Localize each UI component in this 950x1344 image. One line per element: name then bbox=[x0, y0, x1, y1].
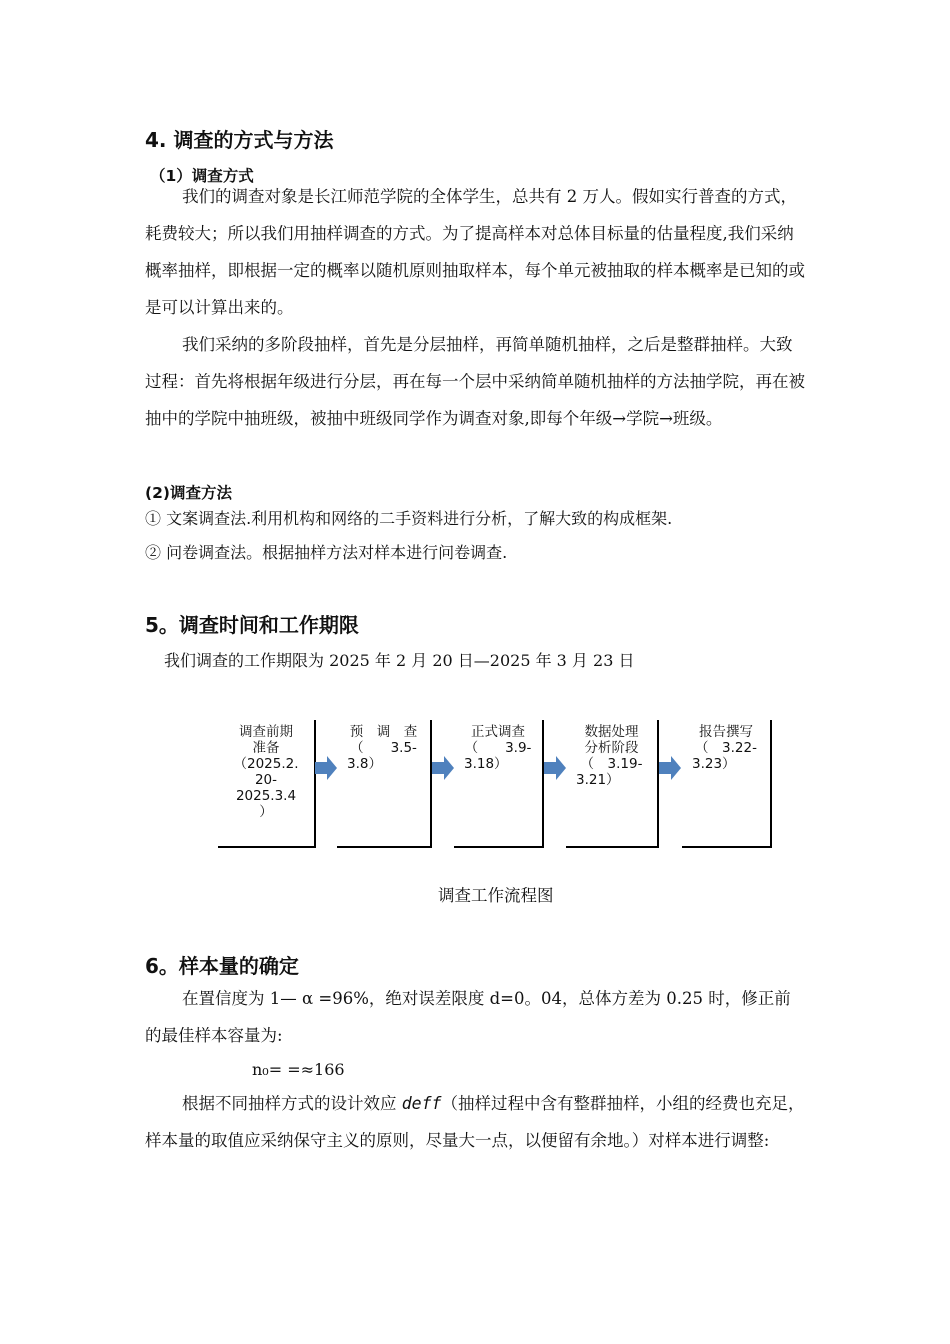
section-5-title: 5。调查时间和工作期限 bbox=[145, 613, 359, 637]
flow-step-text: （ 3.5- bbox=[350, 740, 417, 756]
method-item-1: ① 文案调查法.利用机构和网络的二手资料进行分析，了解大致的构成框架. bbox=[145, 509, 673, 528]
flow-step-formal-survey bbox=[454, 720, 544, 848]
flow-step-text: 预 调 查 bbox=[349, 724, 418, 740]
flow-step-text: 3.23） bbox=[692, 756, 736, 772]
flow-step-text: 数据处理 bbox=[584, 724, 639, 740]
flow-step-text: 正式调查 bbox=[471, 724, 525, 740]
flow-step-text: 3.21） bbox=[576, 772, 620, 788]
flow-arrow-icon bbox=[432, 756, 454, 780]
paragraph-sample-size: 在置信度为 1— α =96%，绝对误差限度 d=0。04，总体方差为 0.25 时，修正前的最佳样本容量为: bbox=[145, 989, 791, 1045]
flow-arrow-icon bbox=[659, 756, 681, 780]
flow-step-text: （ 3.19- bbox=[580, 756, 643, 772]
flow-step-data-analysis bbox=[566, 720, 659, 848]
section-4-title: 4. 调查的方式与方法 bbox=[145, 128, 334, 152]
subsection-survey-method: (2)调查方法 bbox=[145, 484, 232, 502]
flow-step-text: （ 3.22- bbox=[695, 740, 757, 756]
paragraph-design-effect bbox=[145, 1085, 805, 1159]
subsection-survey-mode: （1）调查方式 bbox=[150, 167, 254, 185]
sample-size-formula: n₀= =≈166 bbox=[252, 1060, 345, 1079]
work-period-text: 我们调查的工作期限为 2025 年 2 月 20 日—2025 年 3 月 23 日 bbox=[164, 651, 635, 670]
flow-step-pre-survey bbox=[337, 720, 432, 848]
flow-step-text: 3.8） bbox=[347, 756, 382, 772]
flow-step-text: 准备 bbox=[252, 740, 280, 756]
flow-step-preparation bbox=[218, 720, 316, 848]
flow-step-text: 3.18） bbox=[464, 756, 508, 772]
flow-step-text: （2025.2. bbox=[233, 756, 299, 772]
paragraph-sampling-process: 我们采纳的多阶段抽样，首先是分层抽样，再简单随机抽样，之后是整群抽样。大致过程：首先将根据年级进行分层，再在每一个层中采纳简单随机抽样的方法抽学院，再在被抽中的学院中抽班级，被抽中班级同学作为调查对象,即每个年级→学院→班级。 bbox=[145, 335, 805, 428]
flow-arrow-icon bbox=[544, 756, 566, 780]
method-item-2: ② 问卷调查法。根据抽样方法对样本进行问卷调查. bbox=[145, 543, 508, 562]
flow-step-text: 20- bbox=[254, 772, 278, 788]
flow-step-text: （ 3.9- bbox=[464, 740, 532, 756]
flow-step-text: 调查前期 bbox=[239, 724, 293, 740]
paragraph-survey-mode: 我们的调查对象是长江师范学院的全体学生，总共有 2 万人。假如实行普查的方式，耗费较大；所以我们用抽样调查的方式。为了提高样本对总体目标量的估量程度,我们采纳概率抽样，即根据一定的概率以随机原则抽取样本，每个单元被抽取的样本概率是已知的或是可以计算出来的。 bbox=[145, 187, 805, 317]
flow-step-text: 2025.3.4 bbox=[235, 788, 297, 804]
flow-step-text: 报告撰写 bbox=[699, 724, 753, 740]
flow-step-text: 分析阶段 bbox=[584, 740, 639, 756]
design-effect-text: 根据不同抽样方式的设计效应 bbox=[182, 1094, 402, 1113]
design-effect-text-cont: （抽样过程中含有整群抽样，小组的经费也充足，样本量的取值应采纳保守主义的原则，尽量大一点，以便留有余地。）对样本进行调整: bbox=[145, 1094, 805, 1150]
flow-step-report-writing bbox=[682, 720, 772, 848]
flow-step-text: ） bbox=[259, 804, 273, 820]
flowchart-caption: 调查工作流程图 bbox=[438, 886, 554, 905]
flow-arrow-icon bbox=[315, 756, 337, 780]
deff-symbol: deff bbox=[401, 1094, 442, 1113]
section-6-title: 6。样本量的确定 bbox=[145, 954, 299, 978]
